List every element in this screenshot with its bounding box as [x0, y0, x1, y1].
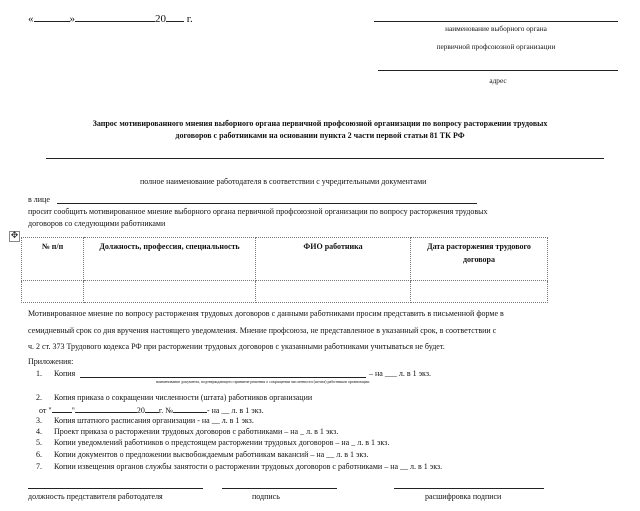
org-caption-2: первичной профсоюзной организации [436, 42, 556, 51]
date-left-quote: « [28, 13, 34, 25]
decoding-line [394, 488, 544, 489]
header-fio: ФИО работника [256, 238, 411, 281]
org-caption: наименование выборного органа [445, 24, 547, 33]
header-number: № п/п [22, 238, 84, 281]
attachment-1-tail: – на ___ л. в 1 экз. [369, 369, 431, 378]
attachment-7-num: 7. [36, 462, 42, 471]
attachments-heading: Приложения: [28, 357, 74, 366]
table-cell[interactable] [84, 281, 256, 303]
position-line [28, 488, 203, 489]
attachment-6-text: Копии документов о предложении высвобождаемым работникам вакансий – на __ л. в 1 экз. [54, 450, 369, 459]
decoding-caption: расшифровка подписи [425, 492, 502, 501]
org-name-line [374, 21, 618, 22]
position-caption: должность представителя работодателя [28, 492, 163, 501]
attachment-3-text: Копия штатного расписания организации - на __ л. в 1 экз. [54, 416, 254, 425]
employer-name-line [46, 158, 604, 159]
header-date: Дата расторжения трудового договора [411, 238, 548, 281]
date-right-quote: » [69, 13, 75, 25]
attachment-2-tail: - на __ л. в 1 экз. [206, 406, 264, 415]
attachment-1-text: Копия [54, 369, 76, 378]
table-cell[interactable] [411, 281, 548, 303]
date-suffix: г. [186, 13, 193, 25]
date-line [28, 11, 193, 25]
attachment-2-quote-close: " [71, 406, 75, 415]
attachment-1-line [80, 377, 366, 378]
address-caption: адрес [489, 76, 507, 85]
attachment-2-text: Копия приказа о сокращении численности (штата) работников организации [54, 393, 313, 402]
attachment-7-text: Копии извещения органов службы занятости о расторжении трудовых договоров с работниками – на __ л. в 1 экз. [54, 462, 443, 471]
signature-caption: подпись [252, 492, 280, 501]
employer-caption: полное наименование работодателя в соответствии с учредительными документами [140, 177, 427, 186]
attachment-4-text: Проект приказа о расторжении трудовых договоров с работниками – на _ л. в 1 экз. [54, 427, 339, 436]
signature-line [222, 488, 337, 489]
attachment-2-ot: от [39, 406, 47, 415]
table-row [22, 281, 548, 303]
attachment-2-num: 2. [36, 393, 42, 402]
in-person-label: в лице [28, 195, 50, 204]
attachment-4-num: 4. [36, 427, 42, 436]
workers-table [21, 237, 548, 303]
attachment-1-num: 1. [36, 369, 42, 378]
title-line-1: Запрос мотивированного мнения выборного органа первичной профсоюзной организации по вопросу расторжении трудовых [92, 119, 548, 128]
body-line-1: Мотивированное мнение по вопросу расторжения трудовых договоров с данными работниками просим представить в письменной форме в [28, 309, 504, 318]
request-line-2: договоров со следующими работниками [28, 219, 166, 228]
date-year-field [166, 11, 184, 22]
table-header-row [22, 238, 548, 281]
attachment-2-quote-open: " [48, 406, 52, 415]
attachment-2-year-field [145, 404, 159, 413]
in-person-line [57, 203, 477, 204]
title-line-2: договоров с работниками на основании пункта 2 части первой статьи 81 ТК РФ [175, 131, 465, 140]
attachment-2-order-line [39, 404, 264, 415]
date-day-field [34, 11, 70, 22]
address-line [378, 70, 618, 71]
attachment-2-year: 20 [136, 406, 145, 415]
table-move-icon[interactable]: ✥ [10, 231, 19, 241]
header-position: Должность, профессия, специальность [84, 238, 256, 281]
date-year: 20 [155, 13, 166, 25]
attachment-6-num: 6. [36, 450, 42, 459]
table-cell[interactable] [256, 281, 411, 303]
attachment-5-text: Копии уведомлений работников о предстоящем расторжении трудовых договоров – на _ л. в 1 экз. [54, 438, 390, 447]
request-line-1: просит сообщить мотивированное мнение выборного органа первичной профсоюзной организации по вопросу расторжения трудовых [28, 207, 488, 216]
attachment-2-month-field [75, 404, 137, 413]
body-line-3: ч. 2 ст. 373 Трудового кодекса РФ при расторжении трудовых договоров с указанными работниками учитываться не будет. [28, 342, 445, 351]
attachment-2-number-field [173, 404, 207, 413]
body-line-2: семидневный срок со дня вручения настоящего уведомления. Мнение профсоюза, не представленное в указанный срок, в соответствии с [28, 326, 497, 335]
attachment-5-num: 5. [36, 438, 42, 447]
table-cell[interactable] [22, 281, 84, 303]
date-month-field [75, 11, 155, 22]
attachment-2-g: г. № [158, 406, 173, 415]
attachment-3-num: 3. [36, 416, 42, 425]
attachment-1-caption: наименование документа, подтверждающего принятие решения о сокращении численности (штата) работников организации [156, 379, 370, 384]
attachment-2-day-field [52, 404, 72, 413]
